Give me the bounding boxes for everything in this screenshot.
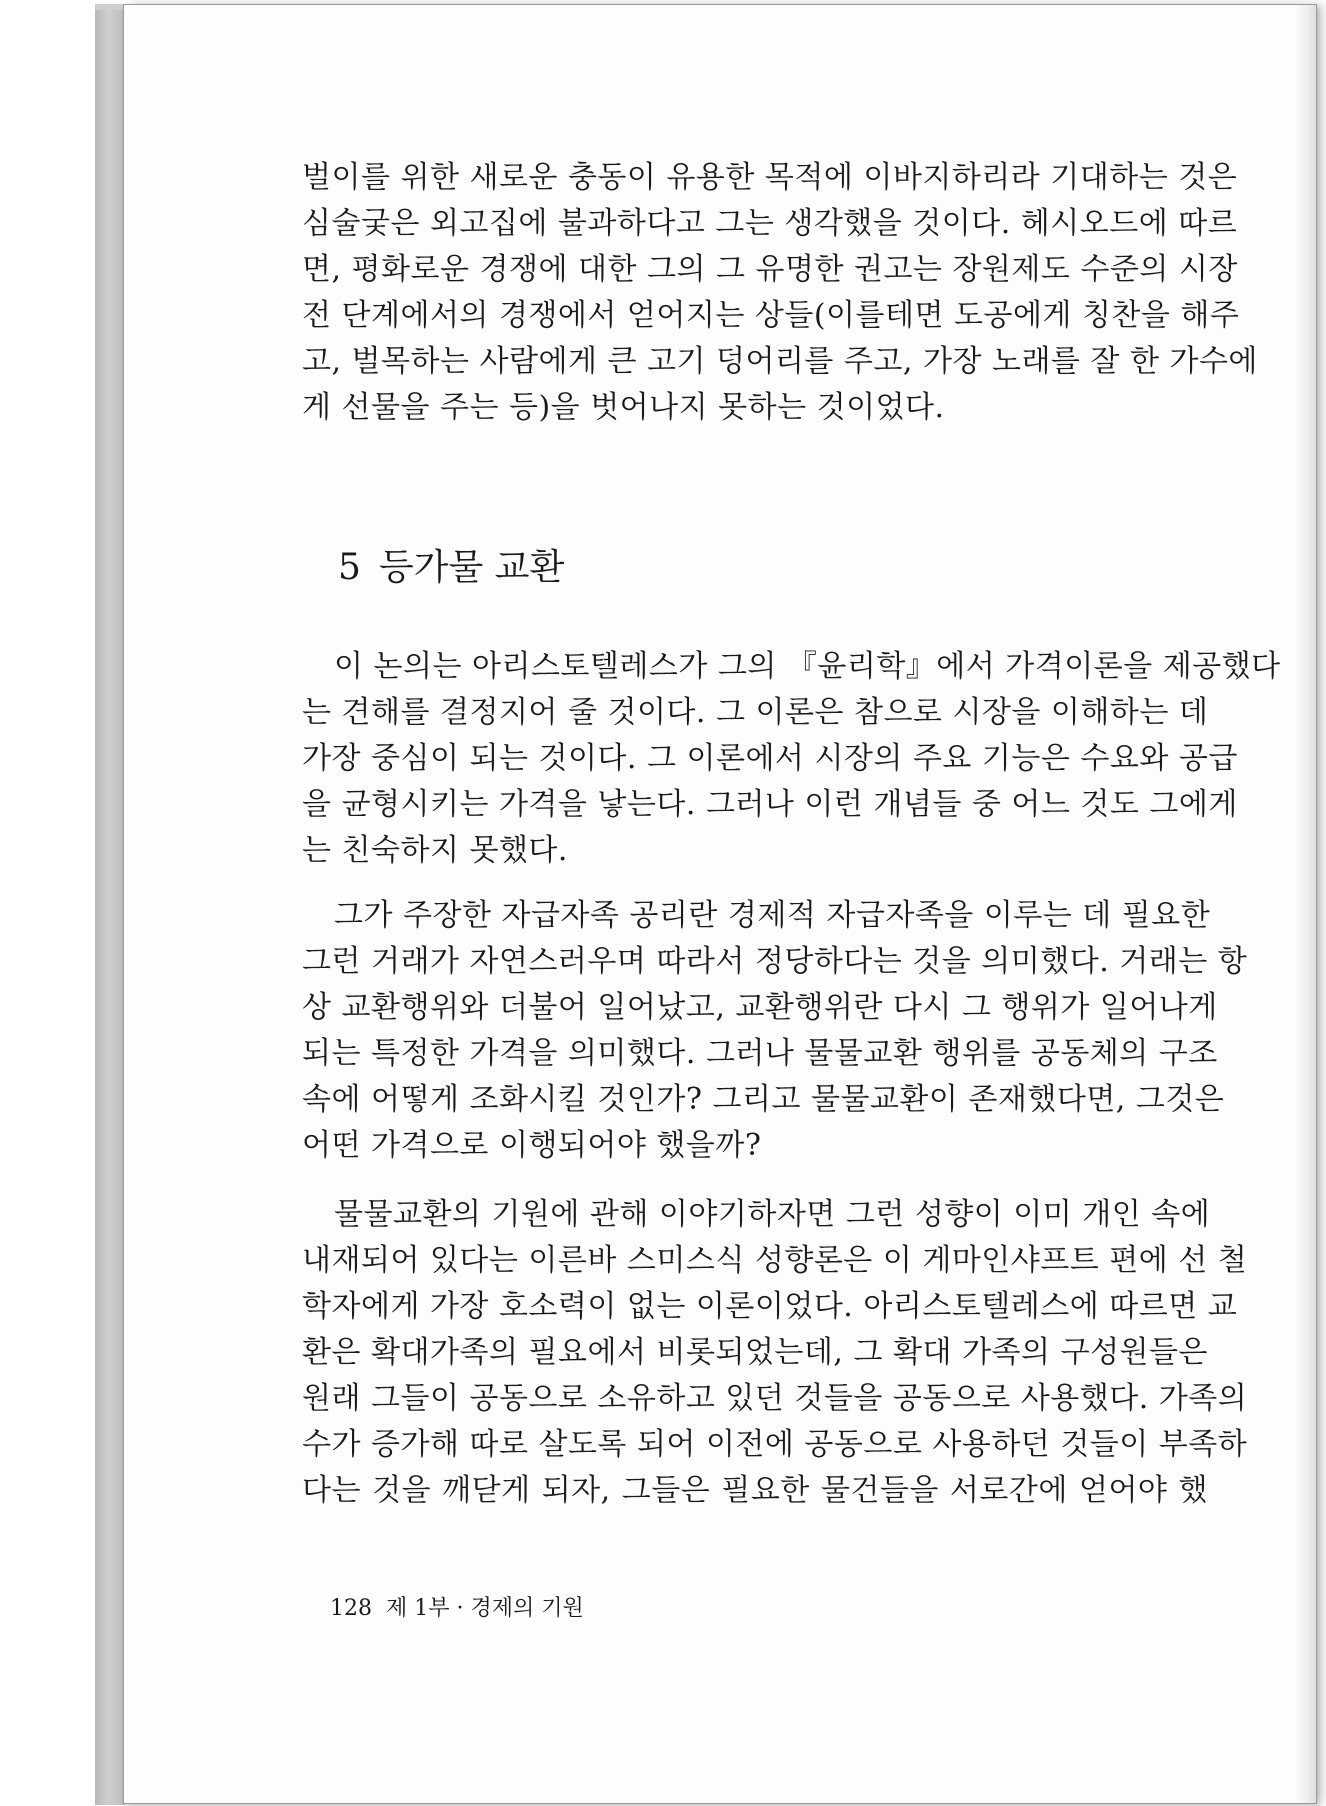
text-line: 환은 확대가족의 필요에서 비롯되었는데, 그 확대 가족의 구성원들은: [302, 1335, 1208, 1370]
text-line: 상 교환행위와 더불어 일어났고, 교환행위란 다시 그 행위가 일어나게: [302, 990, 1218, 1025]
text-line: 벌이를 위한 새로운 충동이 유용한 목적에 이바지하리라 기대하는 것은: [302, 160, 1238, 195]
text-line: 수가 증가해 따로 살도록 되어 이전에 공동으로 사용하던 것들이 부족하: [302, 1427, 1248, 1462]
text-line: 이 논의는 아리스토텔레스가 그의 『윤리학』에서 가격이론을 제공했다: [334, 649, 1281, 684]
text-line: 원래 그들이 공동으로 소유하고 있던 것들을 공동으로 사용했다. 가족의: [302, 1381, 1248, 1416]
text-line: 학자에게 가장 호소력이 없는 이론이었다. 아리스토텔레스에 따르면 교: [302, 1289, 1238, 1324]
text-line: 어떤 가격으로 이행되어야 했을까?: [302, 1128, 762, 1163]
text-line: 전 단계에서의 경쟁에서 얻어지는 상들(이를테면 도공에게 칭찬을 해주: [302, 298, 1240, 333]
intro-paragraph: [302, 155, 1258, 431]
text-line: 고, 벌목하는 사람에게 큰 고기 덩어리를 주고, 가장 노래를 잘 한 가수에: [302, 344, 1258, 379]
text-line: 가장 중심이 되는 것이다. 그 이론에서 시장의 주요 기능은 수요와 공급: [302, 741, 1238, 776]
page-footer: [330, 1594, 584, 1624]
text-line: 그가 주장한 자급자족 공리란 경제적 자급자족을 이루는 데 필요한: [334, 898, 1211, 933]
section-number: 5: [338, 547, 361, 588]
book-spine: [95, 10, 125, 1805]
text-line: 을 균형시키는 가격을 낳는다. 그러나 이런 개념들 중 어느 것도 그에게: [302, 787, 1238, 822]
text-line: 다는 것을 깨닫게 되자, 그들은 필요한 물건들을 서로간에 얻어야 했: [302, 1473, 1208, 1508]
paragraph-2: [302, 893, 1248, 1169]
text-line: 내재되어 있다는 이른바 스미스식 성향론은 이 게마인샤프트 편에 선 철: [302, 1243, 1248, 1278]
text-line: 되는 특정한 가격을 의미했다. 그러나 물물교환 행위를 공동체의 구조: [302, 1036, 1218, 1071]
text-line: 속에 어떻게 조화시킬 것인가? 그리고 물물교환이 존재했다면, 그것은: [302, 1082, 1225, 1117]
text-line: 심술궂은 외고집에 불과하다고 그는 생각했을 것이다. 헤시오드에 따르: [302, 206, 1238, 241]
text-line: 는 견해를 결정지어 줄 것이다. 그 이론은 참으로 시장을 이해하는 데: [302, 695, 1209, 730]
page-edge-shadow: [1294, 5, 1316, 1803]
text-line: 는 친숙하지 못했다.: [302, 833, 568, 868]
text-line: 면, 평화로운 경쟁에 대한 그의 그 유명한 권고는 장원제도 수준의 시장: [302, 252, 1238, 287]
paragraph-3: [302, 1192, 1248, 1514]
page-number: 128: [330, 1596, 372, 1621]
section-title: 등가물 교환: [378, 547, 565, 588]
text-line: 그런 거래가 자연스러우며 따라서 정당하다는 것을 의미했다. 거래는 항: [302, 944, 1248, 979]
text-line: 게 선물을 주는 등)을 벗어나지 못하는 것이었다.: [302, 390, 945, 425]
text-line: 물물교환의 기원에 관해 이야기하자면 그런 성향이 이미 개인 속에: [334, 1197, 1211, 1232]
section-heading: [338, 543, 564, 593]
paragraph-1: [302, 644, 1281, 874]
running-title: 제 1부 · 경제의 기원: [386, 1596, 584, 1621]
